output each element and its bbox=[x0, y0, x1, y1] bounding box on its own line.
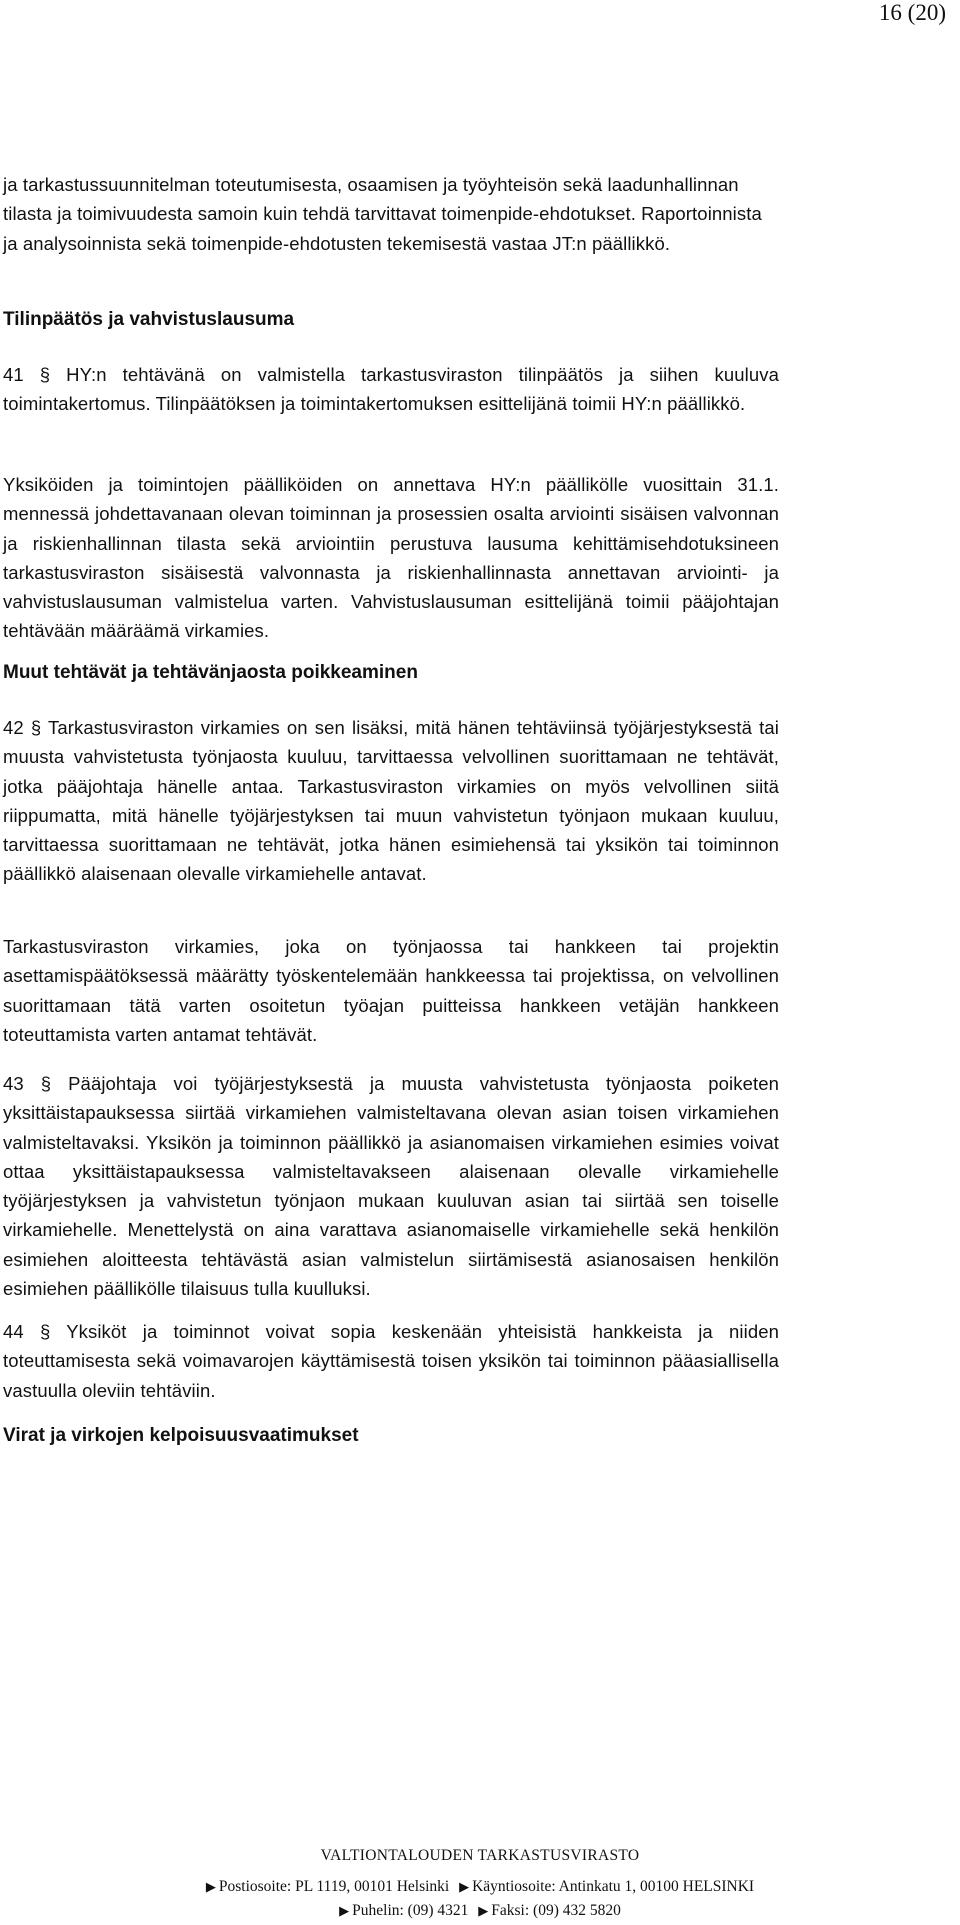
fax-number: Faksi: (09) 432 5820 bbox=[491, 1902, 621, 1919]
arrow-right-icon: ▶ bbox=[478, 1903, 489, 1918]
footer-phone bbox=[339, 1902, 468, 1920]
paragraph-41: 41 § HY:n tehtävänä on valmistella tarkastusviraston tilinpäätös ja siihen kuuluva toimintakertomus. Tilinpäätöksen ja toimintakertomuksen esittelijänä toimii HY:n päällikkö. bbox=[3, 364, 779, 415]
footer-contact-line bbox=[0, 1902, 960, 1920]
arrow-right-icon: ▶ bbox=[459, 1879, 470, 1894]
postal-address: Postiosoite: PL 1119, 00101 Helsinki bbox=[218, 1878, 450, 1895]
arrow-right-icon: ▶ bbox=[205, 1879, 216, 1894]
arrow-right-icon: ▶ bbox=[339, 1903, 350, 1918]
footer-visiting bbox=[459, 1878, 754, 1896]
footer-address-line bbox=[0, 1878, 960, 1896]
paragraph-annual-assessment: Yksiköiden ja toimintojen päälliköiden on annettava HY:n päällikölle vuosittain 31.1. mennessä johdettavanaan olevan toiminnan ja prosessien osalta arviointi sisäisen valvonnan ja riskienhallinnan tilasta sekä arviointiin perustuva lausuma kehittämisehdotuksineen tarkastusviraston sisäisestä valvonnasta ja riskienhallinnasta annettavan arviointi- ja vahvistuslausuman valmistelua varten. Vahvistuslausuman esittelijänä toimii pääjohtajan tehtävään määräämä virkamies. bbox=[3, 474, 779, 642]
visiting-address: Käyntiosoite: Antinkatu 1, 00100 HELSINKI bbox=[472, 1878, 755, 1895]
paragraph-intro: ja tarkastussuunnitelman toteutumisesta, osaamisen ja työyhteisön sekä laadunhallinnan tilasta ja toimivuudesta samoin kuin tehdä tarvittavat toimenpide-ehdotukset. Raportoinnista ja analysoinnista sekä toimenpide-ehdotusten tekemisestä vastaa JT:n päällikkö. bbox=[3, 174, 762, 254]
page-number: 16 (20) bbox=[878, 0, 946, 25]
paragraph-44: 44 § Yksiköt ja toiminnot voivat sopia keskenään yhteisistä hankkeista ja niiden toteuttamisesta sekä voimavarojen käyttämisestä toisen yksikön tai toiminnon pääasiallisella vastuulla oleviin tehtäviin. bbox=[3, 1321, 779, 1401]
heading-tilinpaatos: Tilinpäätös ja vahvistuslausuma bbox=[3, 309, 295, 330]
footer-organization: VALTIONTALOUDEN TARKASTUSVIRASTO bbox=[320, 1847, 640, 1864]
phone-number: Puhelin: (09) 4321 bbox=[352, 1902, 469, 1919]
paragraph-43: 43 § Pääjohtaja voi työjärjestyksestä ja muusta vahvistetusta työnjaosta poiketen yksittäistapauksessa siirtää virkamiehen valmisteltavana olevan asian toisen virkamiehen valmisteltavaksi. Yksikön ja toiminnon päällikkö ja asianomaisen virkamiehen esimies voivat ottaa yksittäistapauksessa valmisteltavakseen alaisenaan olevalle virkamiehelle työjärjestyksen ja vahvistetun työnjaon mukaan kuuluvan asian tai siirtää sen toiselle virkamiehelle. Menettelystä on aina varattava asianomaiselle virkamiehelle sekä henkilön esimiehen aloitteesta tehtävästä asian valmistelun siirtämisestä asianosaisen henkilön esimiehen päällikölle tilaisuus tulla kuulluksi. bbox=[3, 1073, 779, 1300]
footer-postal bbox=[206, 1878, 449, 1896]
footer-fax bbox=[478, 1902, 621, 1920]
paragraph-42: 42 § Tarkastusviraston virkamies on sen lisäksi, mitä hänen tehtäviinsä työjärjestyksestä tai muusta vahvistetusta työnjaosta kuuluu, tarvittaessa velvollinen suorittamaan ne tehtävät, jotka pääjohtaja hänelle antaa. Tarkastusviraston virkamies on myös velvollinen siitä riippumatta, mitä hänelle työjärjestyksen tai muun vahvistetun työnjaon mukaan kuuluu, tarvittaessa suorittamaan ne tehtävät, jotka hänen esimiehensä tai yksikön tai toiminnon päällikkö alaisenaan olevalle virkamiehelle antavat. bbox=[3, 717, 779, 885]
heading-muut-tehtavat: Muut tehtävät ja tehtävänjaosta poikkeaminen bbox=[3, 662, 418, 683]
heading-virat: Virat ja virkojen kelpoisuusvaatimukset bbox=[3, 1425, 359, 1446]
paragraph-project-duty: Tarkastusviraston virkamies, joka on työnjaossa tai hankkeen tai projektin asettamispäätöksessä määrätty työskentelemään hankkeessa tai projektissa, on velvollinen suorittamaan tätä varten osoitetun työajan puitteissa hankkeen vetäjän hankkeen toteuttamista varten antamat tehtävät. bbox=[3, 936, 779, 1045]
